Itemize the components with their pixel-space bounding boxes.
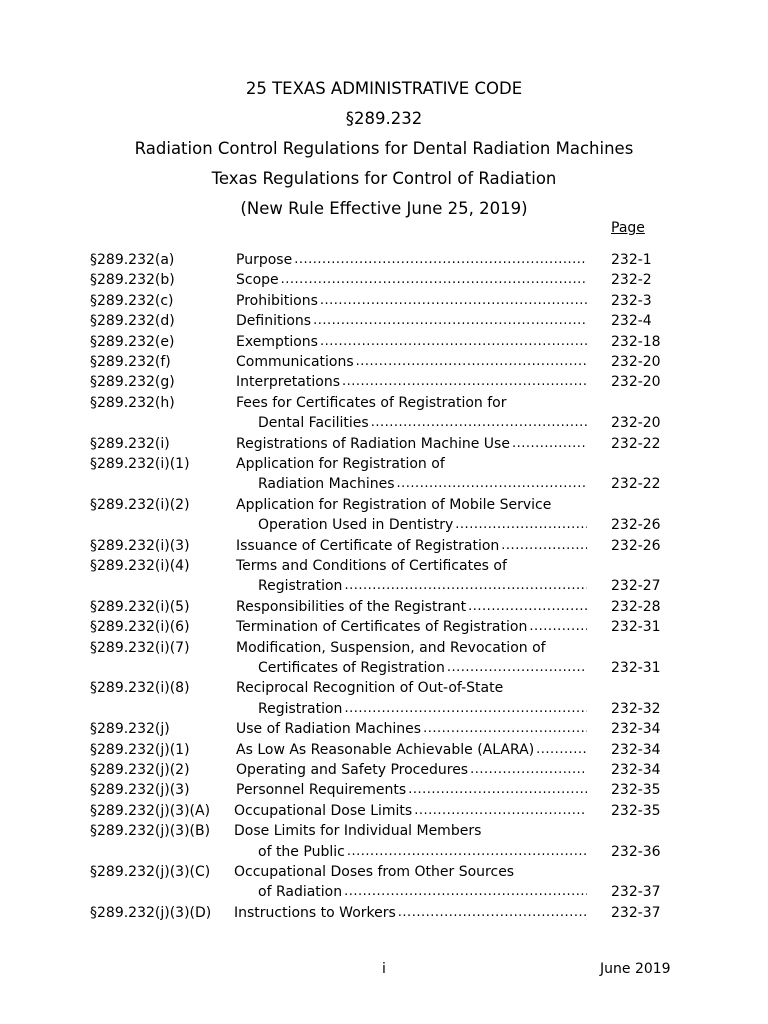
toc-title: Scope — [236, 272, 279, 289]
toc-title: Communications — [236, 354, 354, 370]
toc-page-number: 232-2 — [611, 272, 652, 289]
toc-section-number: §289.232(i) — [90, 435, 170, 452]
toc-page-number: 232-22 — [611, 435, 661, 452]
toc-entry-continuation — [0, 474, 768, 494]
toc-page-number: 232-34 — [611, 741, 661, 758]
toc-section-number: §289.232(b) — [90, 272, 175, 289]
header-section-number: §289.232 — [345, 109, 423, 128]
toc-page-number: 232-26 — [611, 537, 661, 554]
dot-leader — [311, 311, 587, 331]
toc-entry — [0, 250, 768, 270]
toc-entry — [0, 597, 768, 617]
toc-section-number: §289.232(i)(4) — [90, 558, 190, 574]
toc-entry — [0, 352, 768, 372]
toc-entry-continuation — [0, 515, 768, 535]
toc-section-number: §289.232(i)(5) — [90, 598, 190, 615]
toc-page-number: 232-36 — [611, 843, 661, 860]
toc-title: Terms and Conditions of Certificates of — [236, 558, 507, 574]
toc-entry — [0, 780, 768, 800]
toc-title: Occupational Doses from Other Sources — [234, 864, 515, 880]
toc-page-number: 232-34 — [611, 721, 661, 738]
toc-title-continuation: Registration — [258, 700, 343, 717]
toc-page-number: 232-18 — [611, 333, 661, 350]
toc-section-number: §289.232(i)(1) — [90, 456, 190, 472]
toc-section-number: §289.232(j)(1) — [90, 741, 190, 758]
header-effective-date: (New Rule Effective June 25, 2019) — [240, 199, 528, 218]
toc-title: Use of Radiation Machines — [236, 721, 422, 738]
toc-title: Interpretations — [236, 374, 340, 391]
toc-title: As Low As Reasonable Achievable (ALARA) — [236, 741, 535, 758]
toc-section-number: §289.232(i)(3) — [90, 537, 190, 554]
toc-title-continuation: Certificates of Registration — [258, 660, 445, 676]
toc-title-continuation: Dental Facilities — [258, 415, 369, 432]
dot-leader — [342, 882, 587, 902]
toc-page-number: 232-22 — [611, 476, 661, 493]
toc-title: Application for Registration of Mobile Service — [236, 496, 552, 513]
dot-leader — [510, 434, 587, 454]
toc-section-number: §289.232(f) — [90, 354, 171, 370]
dot-leader — [395, 474, 587, 494]
dot-leader — [534, 740, 587, 760]
dot-leader — [412, 801, 587, 821]
toc-title: Termination of Certificates of Registration — [236, 619, 528, 636]
toc-entry — [0, 454, 768, 474]
dot-leader — [466, 597, 587, 617]
toc-page-number: 232-28 — [611, 598, 661, 615]
dot-leader — [279, 270, 587, 290]
dot-leader — [406, 780, 587, 800]
toc-page-number: 232-34 — [611, 762, 661, 778]
toc-entry — [0, 678, 768, 698]
toc-entry — [0, 760, 768, 780]
toc-entry — [0, 638, 768, 658]
toc-title: Issuance of Certificate of Registration — [236, 537, 500, 554]
toc-section-number: §289.232(j)(3)(C) — [90, 864, 211, 880]
toc-entry-continuation — [0, 842, 768, 862]
dot-leader — [468, 760, 587, 780]
toc-section-number: §289.232(j)(2) — [90, 762, 190, 778]
toc-page-number: 232-26 — [611, 517, 661, 534]
dot-leader — [354, 352, 587, 372]
toc-title-continuation: of the Public — [258, 843, 345, 860]
footer-page-number: i — [382, 961, 386, 977]
toc-page-number: 232-1 — [611, 252, 652, 268]
toc-entry — [0, 740, 768, 760]
header-rule-title: Radiation Control Regulations for Dental Radiation Machines — [134, 139, 634, 158]
toc-title: Prohibitions — [236, 292, 318, 309]
toc-page-number: 232-20 — [611, 374, 661, 391]
dot-leader — [340, 372, 587, 392]
toc-title: Application for Registration of — [236, 456, 445, 472]
toc-entry-continuation — [0, 658, 768, 678]
toc-title: Reciprocal Recognition of Out-of-State — [236, 680, 504, 697]
toc-section-number: §289.232(i)(2) — [90, 496, 190, 513]
toc-page-number: 232-4 — [611, 313, 652, 330]
toc-page-number: 232-27 — [611, 578, 661, 595]
toc-page-number: 232-37 — [611, 904, 661, 921]
dot-leader — [396, 903, 587, 923]
footer-date: June 2019 — [600, 961, 671, 977]
toc-title: Occupational Dose Limits — [234, 802, 413, 819]
toc-entry — [0, 719, 768, 739]
toc-entry — [0, 291, 768, 311]
dot-leader — [342, 699, 587, 719]
toc-section-number: §289.232(j)(3)(D) — [90, 904, 212, 921]
toc-entry — [0, 372, 768, 392]
toc-title: Definitions — [236, 313, 312, 330]
toc-page-number: 232-20 — [611, 354, 661, 370]
toc-section-number: §289.232(h) — [90, 394, 175, 411]
toc-title-continuation: of Radiation — [258, 884, 343, 901]
toc-section-number: §289.232(a) — [90, 252, 175, 268]
toc-entry — [0, 332, 768, 352]
toc-page-number: 232-32 — [611, 700, 661, 717]
toc-section-number: §289.232(j)(3)(A) — [90, 802, 211, 819]
toc-section-number: §289.232(i)(7) — [90, 639, 190, 656]
toc-page-number: 232-35 — [611, 802, 661, 819]
header-subtitle: Texas Regulations for Control of Radiation — [211, 169, 557, 188]
toc-page-number: 232-37 — [611, 884, 661, 901]
toc-title-continuation: Registration — [258, 578, 343, 595]
toc-page-number: 232-3 — [611, 292, 652, 309]
dot-leader — [345, 842, 587, 862]
toc-section-number: §289.232(e) — [90, 333, 175, 350]
dot-leader — [453, 515, 587, 535]
toc-page-number: 232-31 — [611, 619, 661, 636]
toc-section-number: §289.232(i)(8) — [90, 680, 190, 697]
toc-entry — [0, 311, 768, 331]
toc-entry — [0, 862, 768, 882]
toc-title: Responsibilities of the Registrant — [236, 598, 467, 615]
dot-leader — [527, 617, 587, 637]
toc-entry — [0, 536, 768, 556]
toc-entry — [0, 434, 768, 454]
toc-entry — [0, 556, 768, 576]
dot-leader — [421, 719, 587, 739]
toc-title: Dose Limits for Individual Members — [234, 823, 482, 840]
toc-entry — [0, 821, 768, 841]
toc-page-number: 232-35 — [611, 782, 661, 799]
dot-leader — [369, 413, 587, 433]
toc-title: Modification, Suspension, and Revocation of — [236, 639, 546, 656]
toc-entry-continuation — [0, 576, 768, 596]
page-column-header: Page — [611, 220, 645, 236]
toc-entry — [0, 801, 768, 821]
toc-title-continuation: Radiation Machines — [258, 476, 395, 493]
toc-title: Exemptions — [236, 333, 318, 350]
toc-title: Fees for Certificates of Registration for — [236, 394, 507, 411]
toc-entry — [0, 270, 768, 290]
dot-leader — [445, 658, 587, 678]
toc-page-number: 232-20 — [611, 415, 661, 432]
toc-entry-continuation — [0, 699, 768, 719]
toc-title: Registrations of Radiation Machine Use — [236, 435, 510, 452]
toc-section-number: §289.232(j)(3) — [90, 782, 190, 799]
toc-entry — [0, 393, 768, 413]
dot-leader — [499, 536, 587, 556]
dot-leader — [318, 332, 587, 352]
header-code-title: 25 TEXAS ADMINISTRATIVE CODE — [245, 79, 523, 98]
toc-title: Personnel Requirements — [236, 782, 407, 799]
dot-leader — [292, 250, 587, 270]
toc-title: Operating and Safety Procedures — [236, 762, 469, 778]
toc-section-number: §289.232(i)(6) — [90, 619, 190, 636]
toc-section-number: §289.232(d) — [90, 313, 175, 330]
toc-entry — [0, 617, 768, 637]
dot-leader — [318, 291, 587, 311]
toc-entry — [0, 903, 768, 923]
toc-section-number: §289.232(j) — [90, 721, 170, 738]
toc-section-number: §289.232(c) — [90, 292, 174, 309]
toc-section-number: §289.232(j)(3)(B) — [90, 823, 211, 840]
toc-title: Instructions to Workers — [234, 904, 396, 921]
toc-entry-continuation — [0, 882, 768, 902]
toc-title: Purpose — [236, 252, 293, 268]
toc-entry-continuation — [0, 413, 768, 433]
dot-leader — [342, 576, 587, 596]
toc-title-continuation: Operation Used in Dentistry — [258, 517, 454, 534]
toc-page-number: 232-31 — [611, 660, 661, 676]
toc-section-number: §289.232(g) — [90, 374, 175, 391]
toc-entry — [0, 495, 768, 515]
